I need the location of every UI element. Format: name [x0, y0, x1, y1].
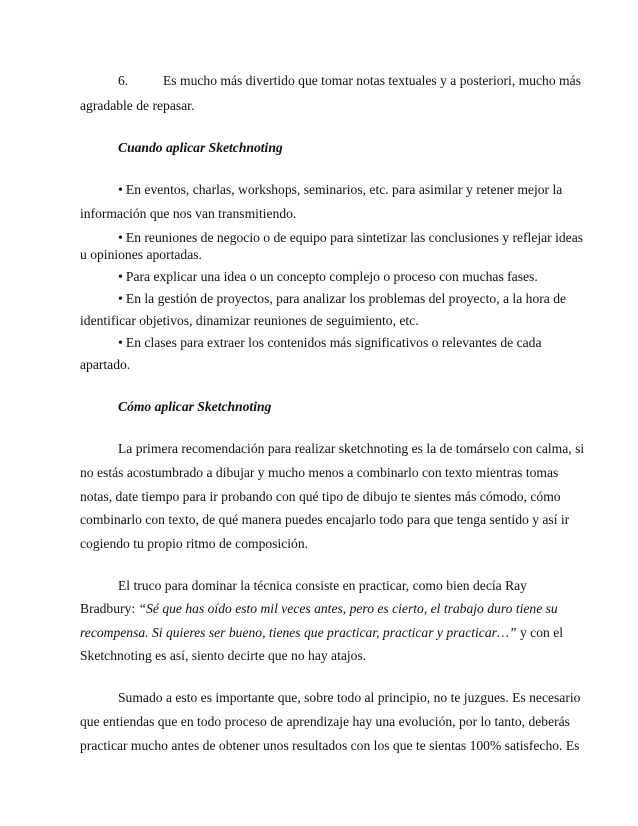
paragraph-line: La primera recomendación para realizar sketchnoting es la de tomárselo con calma, si — [118, 441, 585, 456]
bullet-item — [118, 181, 562, 200]
bullet-continuation: u opiniones aportadas. — [80, 247, 202, 262]
paragraph-line: Es mucho más divertido que tomar notas textuales y a posteriori, mucho más — [163, 73, 581, 88]
bullet-continuation: información que nos van transmitiendo. — [80, 206, 297, 221]
plain-text: y con el — [516, 625, 564, 640]
section-heading: Cuando aplicar Sketchnoting — [118, 140, 283, 155]
bullet-icon: • — [118, 336, 123, 351]
bullet-item — [118, 334, 542, 353]
paragraph-line: agradable de repasar. — [80, 98, 195, 113]
paragraph-line: no estás acostumbrado a dibujar y mucho menos a combinarlo con texto mientras tomas — [80, 465, 559, 480]
paragraph-line: notas, date tiempo para ir probando con qué tipo de dibujo te sientes más cómodo, cómo — [80, 489, 561, 504]
paragraph-line: combinarlo con texto, de qué manera puedes encajarlo todo para que tenga sentido y así ir — [80, 512, 570, 527]
plain-text: Bradbury: — [80, 601, 139, 616]
bullet-text: En reuniones de negocio o de equipo para sintetizar las conclusiones y reflejar ideas — [125, 230, 584, 245]
paragraph-line: cogiendo tu propio ritmo de composición. — [80, 536, 309, 551]
bullet-continuation: identificar objetivos, dinamizar reuniones de seguimiento, etc. — [80, 313, 419, 328]
bullet-continuation: apartado. — [80, 357, 131, 372]
bullet-item — [118, 290, 566, 309]
paragraph-line: Sumado a esto es importante que, sobre todo al principio, no te juzgues. Es necesario — [118, 690, 581, 705]
bullet-icon: • — [118, 183, 123, 198]
paragraph-line: que entiendas que en todo proceso de aprendizaje hay una evolución, por lo tanto, deberás — [80, 714, 570, 729]
quote-text: recompensa. Si quieres ser bueno, tienes que practicar, practicar y practicar…” — [80, 625, 517, 640]
paragraph-line — [80, 624, 563, 642]
list-number: 6. — [118, 73, 129, 88]
bullet-text: En la gestión de proyectos, para analizar los problemas del proyecto, a la hora de — [125, 291, 567, 306]
quote-text: “Sé que has oído esto mil veces antes, pero es cierto, el trabajo duro tiene su — [138, 601, 558, 616]
paragraph-line: practicar mucho antes de obtener unos resultados con los que te sientas 100% satisfecho. Es — [80, 738, 580, 753]
paragraph-line — [80, 600, 558, 618]
paragraph-line: Sketchnoting es así, siento decirte que no hay atajos. — [80, 648, 367, 663]
bullet-text: En clases para extraer los contenidos más significativos o relevantes de cada — [125, 335, 542, 350]
bullet-text: Para explicar una idea o un concepto complejo o proceso con muchas fases. — [125, 269, 538, 284]
bullet-text: En eventos, charlas, workshops, seminarios, etc. para asimilar y retener mejor la — [125, 182, 563, 197]
bullet-icon: • — [118, 270, 123, 285]
bullet-item — [118, 268, 538, 287]
section-heading: Cómo aplicar Sketchnoting — [118, 399, 272, 414]
bullet-icon: • — [118, 292, 123, 307]
bullet-icon: • — [118, 231, 123, 246]
paragraph-line: El truco para dominar la técnica consiste en practicar, como bien decía Ray — [118, 578, 527, 593]
